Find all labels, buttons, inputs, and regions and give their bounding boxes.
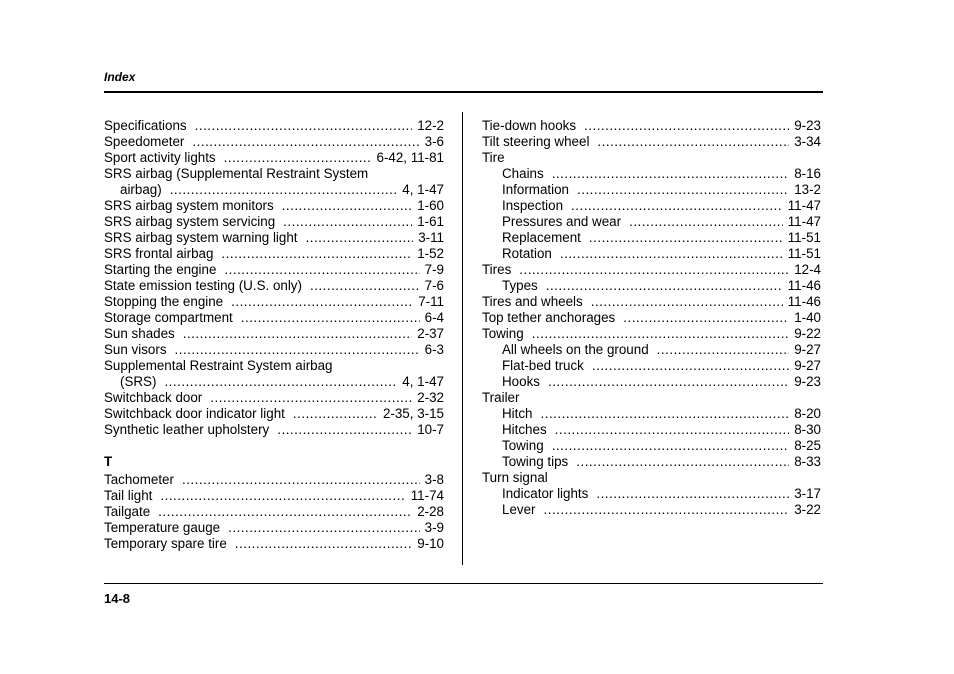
- index-entry: [104, 150, 444, 166]
- index-subentry: [482, 198, 821, 214]
- entry-page: 9-22: [794, 326, 821, 341]
- entry-term: Towing tips: [502, 454, 569, 469]
- entry-page: 1-60: [417, 198, 444, 213]
- index-entry: [104, 278, 444, 294]
- entry-term: Supplemental Restraint System airbag: [104, 358, 333, 373]
- entry-page: 2-37: [417, 326, 444, 341]
- dot-leader: [544, 502, 790, 518]
- dot-leader: [310, 278, 420, 294]
- dot-leader: [210, 390, 412, 406]
- dot-leader: [532, 326, 790, 342]
- index-subentry: [482, 182, 821, 198]
- entry-term: Inspection: [502, 198, 564, 213]
- entry-term: Pressures and wear: [502, 214, 622, 229]
- entry-page: 7-6: [424, 278, 444, 293]
- index-subentry: [482, 278, 821, 294]
- entry-term: SRS airbag system warning light: [104, 230, 298, 245]
- entry-term: (SRS): [120, 374, 157, 389]
- entry-page: 8-33: [794, 454, 821, 469]
- index-entry: [104, 134, 444, 150]
- dot-leader: [657, 342, 790, 358]
- entry-term: Hitches: [502, 422, 547, 437]
- dot-leader: [195, 118, 413, 134]
- index-subentry: [482, 214, 821, 230]
- entry-term: Towing: [482, 326, 524, 341]
- dot-leader: [591, 294, 783, 310]
- index-entry: [104, 262, 444, 278]
- entry-term: Flat-bed truck: [502, 358, 584, 373]
- running-header-title: Index: [104, 70, 136, 84]
- entry-term: Tire: [482, 150, 505, 165]
- footer-rule: [104, 583, 823, 584]
- entry-page: 9-23: [794, 374, 821, 389]
- entry-term: Turn signal: [482, 470, 548, 485]
- index-entry: [104, 488, 444, 504]
- entry-page: 10-7: [417, 422, 444, 437]
- dot-leader: [546, 278, 783, 294]
- index-entry: [482, 390, 821, 406]
- entry-term: Hooks: [502, 374, 540, 389]
- dot-leader: [164, 374, 397, 390]
- entry-page: 11-74: [410, 488, 444, 503]
- index-subentry: [482, 230, 821, 246]
- index-column-left: [104, 118, 444, 552]
- entry-page: 6-3: [424, 342, 444, 357]
- entry-term: Tilt steering wheel: [482, 134, 590, 149]
- entry-page: 1-40: [794, 310, 821, 325]
- dot-leader: [277, 422, 412, 438]
- index-entry: [104, 504, 444, 520]
- entry-term: Starting the engine: [104, 262, 217, 277]
- entry-term: airbag): [120, 182, 162, 197]
- dot-leader: [283, 214, 412, 230]
- entry-page: 6-42, 11-81: [376, 150, 444, 165]
- index-entry: [104, 198, 444, 214]
- entry-page: 9-10: [417, 536, 444, 551]
- entry-term: Chains: [502, 166, 544, 181]
- dot-leader: [221, 246, 412, 262]
- dot-leader: [183, 326, 412, 342]
- index-subentry: [482, 342, 821, 358]
- entry-term: All wheels on the ground: [502, 342, 649, 357]
- index-subentry: [482, 502, 821, 518]
- entry-term: Tail light: [104, 488, 153, 503]
- entry-term: SRS airbag (Supplemental Restraint System: [104, 166, 369, 181]
- entry-term: Top tether anchorages: [482, 310, 616, 325]
- dot-leader: [224, 262, 419, 278]
- entry-page: 11-51: [787, 246, 821, 261]
- entry-term: Speedometer: [104, 134, 185, 149]
- index-entry: [104, 246, 444, 262]
- index-entry: [104, 536, 444, 552]
- entry-term: Temperature gauge: [104, 520, 221, 535]
- entry-term: Towing: [502, 438, 544, 453]
- index-entry: [104, 310, 444, 326]
- dot-leader: [182, 472, 420, 488]
- entry-term: Tires: [482, 262, 512, 277]
- index-entry: [482, 150, 821, 166]
- index-subentry: [482, 406, 821, 422]
- index-entry: [104, 406, 444, 422]
- index-subentry: [482, 422, 821, 438]
- dot-leader: [552, 438, 790, 454]
- entry-page: 1-61: [417, 214, 444, 229]
- entry-term: Replacement: [502, 230, 581, 245]
- dot-leader: [589, 230, 783, 246]
- dot-leader: [596, 486, 789, 502]
- entry-term: Hitch: [502, 406, 533, 421]
- entry-page: 12-4: [794, 262, 821, 277]
- entry-term: State emission testing (U.S. only): [104, 278, 302, 293]
- dot-leader: [282, 198, 413, 214]
- index-entry: [104, 342, 444, 358]
- column-divider: [462, 112, 463, 565]
- entry-term: Switchback door: [104, 390, 203, 405]
- dot-leader: [235, 536, 412, 552]
- entry-page: 3-9: [424, 520, 444, 535]
- entry-term: Rotation: [502, 246, 552, 261]
- entry-term: Indicator lights: [502, 486, 589, 501]
- entry-page: 11-47: [787, 214, 821, 229]
- entry-page: 12-2: [417, 118, 444, 133]
- index-entry: [482, 326, 821, 342]
- dot-leader: [170, 182, 398, 198]
- entry-term: Information: [502, 182, 569, 197]
- entry-page: 1-52: [417, 246, 444, 261]
- dot-leader: [584, 118, 789, 134]
- entry-page: 11-51: [787, 230, 821, 245]
- entry-page: 3-17: [794, 486, 821, 501]
- dot-leader: [560, 246, 783, 262]
- header-rule: [104, 91, 823, 93]
- index-entry: [482, 118, 821, 134]
- index-subentry: [482, 358, 821, 374]
- section-letter-t: T: [104, 454, 113, 469]
- dot-leader: [192, 134, 419, 150]
- dot-leader: [555, 422, 790, 438]
- entry-page: 2-32: [417, 390, 444, 405]
- index-entry-continuation: [104, 182, 444, 198]
- index-subentry: [482, 454, 821, 470]
- entry-page: 4, 1-47: [402, 182, 444, 197]
- index-entry-continuation: [104, 374, 444, 390]
- entry-page: 7-9: [424, 262, 444, 277]
- page-number: 14-8: [104, 591, 131, 606]
- index-entry: [104, 358, 444, 374]
- dot-leader: [241, 310, 420, 326]
- index-subentry: [482, 246, 821, 262]
- entry-term: Tie-down hooks: [482, 118, 577, 133]
- entry-page: 8-16: [794, 166, 821, 181]
- entry-term: Lever: [502, 502, 536, 517]
- entry-term: Specifications: [104, 118, 187, 133]
- index-entry: [482, 294, 821, 310]
- entry-page: 2-28: [417, 504, 444, 519]
- entry-term: Sun visors: [104, 342, 167, 357]
- entry-page: 7-11: [418, 294, 444, 309]
- dot-leader: [224, 150, 372, 166]
- dot-leader: [548, 374, 789, 390]
- index-subentry: [482, 374, 821, 390]
- entry-term: Sport activity lights: [104, 150, 216, 165]
- entry-term: Synthetic leather upholstery: [104, 422, 270, 437]
- index-entry: [104, 520, 444, 536]
- entry-page: 4, 1-47: [402, 374, 444, 389]
- entry-page: 3-6: [424, 134, 444, 149]
- entry-page: 3-22: [794, 502, 821, 517]
- dot-leader: [228, 520, 420, 536]
- entry-page: 8-30: [794, 422, 821, 437]
- entry-page: 11-47: [787, 198, 821, 213]
- entry-term: Tachometer: [104, 472, 174, 487]
- dot-leader: [552, 166, 790, 182]
- index-subentry: [482, 166, 821, 182]
- index-entry: [104, 294, 444, 310]
- index-entry: [104, 118, 444, 134]
- index-entry: [104, 214, 444, 230]
- dot-leader: [306, 230, 414, 246]
- entry-term: Tires and wheels: [482, 294, 583, 309]
- dot-leader: [597, 134, 789, 150]
- entry-term: Stopping the engine: [104, 294, 224, 309]
- dot-leader: [231, 294, 413, 310]
- entry-page: 9-23: [794, 118, 821, 133]
- index-entry: [104, 230, 444, 246]
- index-entry: [482, 310, 821, 326]
- entry-page: 11-46: [787, 278, 821, 293]
- entry-term: Temporary spare tire: [104, 536, 227, 551]
- entry-term: SRS airbag system servicing: [104, 214, 276, 229]
- entry-page: 3-8: [424, 472, 444, 487]
- index-entry: [482, 470, 821, 486]
- dot-leader: [519, 262, 789, 278]
- index-entry: [482, 134, 821, 150]
- entry-page: 11-46: [787, 294, 821, 309]
- entry-page: 9-27: [794, 358, 821, 373]
- entry-term: Tailgate: [104, 504, 151, 519]
- index-entry: [104, 422, 444, 438]
- entry-page: 6-4: [424, 310, 444, 325]
- dot-leader: [577, 182, 789, 198]
- dot-leader: [629, 214, 783, 230]
- index-entry: [104, 326, 444, 342]
- entry-page: 13-2: [794, 182, 821, 197]
- dot-leader: [541, 406, 790, 422]
- entry-term: Trailer: [482, 390, 520, 405]
- entry-term: Switchback door indicator light: [104, 406, 285, 421]
- dot-leader: [623, 310, 789, 326]
- entry-page: 8-20: [794, 406, 821, 421]
- dot-leader: [160, 488, 405, 504]
- index-subentry: [482, 438, 821, 454]
- entry-term: Types: [502, 278, 538, 293]
- entry-page: 3-11: [418, 230, 444, 245]
- entry-term: SRS frontal airbag: [104, 246, 214, 261]
- entry-term: Storage compartment: [104, 310, 233, 325]
- index-entry: [104, 166, 444, 182]
- dot-leader: [158, 504, 412, 520]
- entry-page: 3-34: [794, 134, 821, 149]
- entry-page: 9-27: [794, 342, 821, 357]
- index-column-right: [482, 118, 821, 518]
- dot-leader: [175, 342, 420, 358]
- dot-leader: [576, 454, 789, 470]
- index-subentry: [482, 486, 821, 502]
- entry-page: 2-35, 3-15: [382, 406, 444, 421]
- entry-term: Sun shades: [104, 326, 175, 341]
- index-entry: [482, 262, 821, 278]
- index-entry: [104, 472, 444, 488]
- entry-term: SRS airbag system monitors: [104, 198, 274, 213]
- dot-leader: [571, 198, 783, 214]
- dot-leader: [293, 406, 378, 422]
- index-entry: [104, 390, 444, 406]
- dot-leader: [592, 358, 789, 374]
- entry-page: 8-25: [794, 438, 821, 453]
